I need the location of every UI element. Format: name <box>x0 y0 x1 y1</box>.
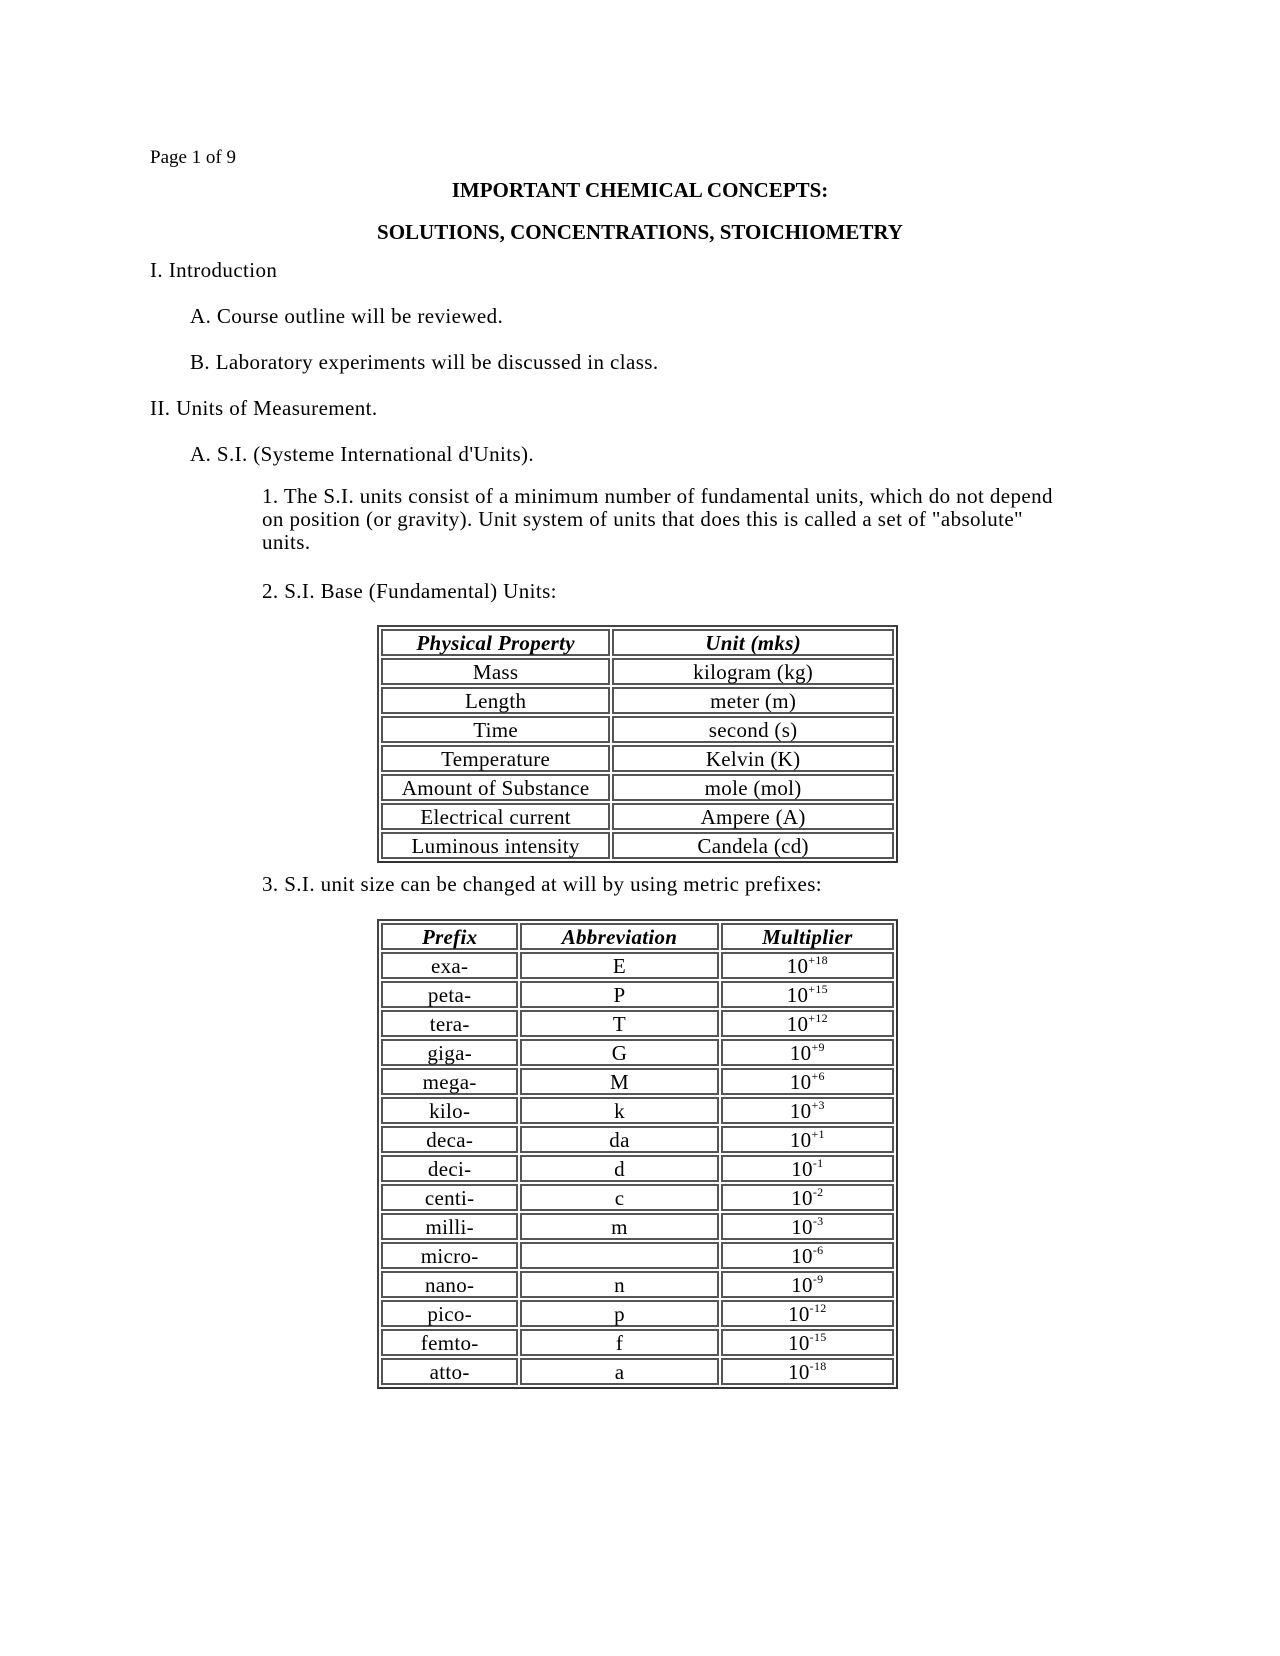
metric-prefixes-caption: 3. S.I. unit size can be changed at will by using metric prefixes: <box>262 872 823 896</box>
intro-item-b: B. Laboratory experiments will be discussed in class. <box>190 350 659 374</box>
page-number-label: Page 1 of 9 <box>150 147 237 168</box>
multiplier-cell <box>721 1184 894 1211</box>
page-title-line1: IMPORTANT CHEMICAL CONCEPTS: <box>451 178 829 202</box>
table-row <box>381 745 894 772</box>
unit-cell: kilogram (kg) <box>612 658 894 685</box>
physical-property-cell: Temperature <box>381 745 610 772</box>
prefix-cell: centi- <box>381 1184 518 1211</box>
prefix-cell: exa- <box>381 952 518 979</box>
table-row <box>381 1242 894 1269</box>
unit-cell: Ampere (A) <box>612 803 894 830</box>
table-row <box>381 1068 894 1095</box>
multiplier-exponent: +15 <box>808 981 828 996</box>
table-row <box>381 981 894 1008</box>
column-header: Unit (mks) <box>612 629 894 656</box>
abbreviation-cell: n <box>520 1271 718 1298</box>
multiplier-base: 10 <box>788 1330 810 1355</box>
table-header-row <box>381 629 894 656</box>
prefix-cell: tera- <box>381 1010 518 1037</box>
column-header: Prefix <box>381 923 518 950</box>
multiplier-cell <box>721 1126 894 1153</box>
multiplier-base: 10 <box>791 1272 813 1297</box>
multiplier-base: 10 <box>791 1214 813 1239</box>
prefix-cell: deci- <box>381 1155 518 1182</box>
abbreviation-cell: G <box>520 1039 718 1066</box>
abbreviation-cell: d <box>520 1155 718 1182</box>
column-header: Physical Property <box>381 629 610 656</box>
physical-property-cell: Electrical current <box>381 803 610 830</box>
column-header: Multiplier <box>721 923 894 950</box>
prefix-cell: micro- <box>381 1242 518 1269</box>
column-header: Abbreviation <box>520 923 718 950</box>
metric-prefixes-table <box>377 919 898 1389</box>
table-row <box>381 1010 894 1037</box>
table-row <box>381 803 894 830</box>
multiplier-exponent: +18 <box>808 952 828 967</box>
prefix-cell: kilo- <box>381 1097 518 1124</box>
table-row <box>381 1213 894 1240</box>
multiplier-cell <box>721 1039 894 1066</box>
multiplier-exponent: +3 <box>811 1097 825 1112</box>
table-row <box>381 1300 894 1327</box>
table-row <box>381 1097 894 1124</box>
table-row <box>381 774 894 801</box>
physical-property-cell: Length <box>381 687 610 714</box>
abbreviation-cell: a <box>520 1358 718 1385</box>
abbreviation-cell: M <box>520 1068 718 1095</box>
table-row <box>381 832 894 859</box>
abbreviation-cell: c <box>520 1184 718 1211</box>
multiplier-base: 10 <box>786 982 809 1007</box>
abbreviation-cell: da <box>520 1126 718 1153</box>
multiplier-exponent: +6 <box>811 1068 825 1083</box>
prefix-cell: deca- <box>381 1126 518 1153</box>
table-row <box>381 716 894 743</box>
intro-item-a: A. Course outline will be reviewed. <box>190 304 504 328</box>
multiplier-cell <box>721 1329 894 1356</box>
multiplier-base: 10 <box>789 1098 812 1123</box>
unit-cell: Candela (cd) <box>612 832 894 859</box>
multiplier-base: 10 <box>791 1156 813 1181</box>
table-row <box>381 1271 894 1298</box>
multiplier-exponent: -3 <box>812 1213 824 1228</box>
table-row <box>381 1126 894 1153</box>
unit-cell: second (s) <box>612 716 894 743</box>
units-item-a: A. S.I. (Systeme International d'Units). <box>190 442 535 466</box>
multiplier-cell <box>721 952 894 979</box>
multiplier-cell <box>721 1068 894 1095</box>
multiplier-base: 10 <box>789 1040 812 1065</box>
section-heading-units: II. Units of Measurement. <box>150 396 378 420</box>
abbreviation-cell: m <box>520 1213 718 1240</box>
unit-cell: Kelvin (K) <box>612 745 894 772</box>
prefix-cell: giga- <box>381 1039 518 1066</box>
multiplier-exponent: -6 <box>812 1242 824 1257</box>
multiplier-cell <box>721 1010 894 1037</box>
prefix-cell: atto- <box>381 1358 518 1385</box>
multiplier-cell <box>721 1271 894 1298</box>
multiplier-base: 10 <box>789 1127 812 1152</box>
abbreviation-cell <box>520 1242 718 1269</box>
multiplier-cell <box>721 1213 894 1240</box>
multiplier-exponent: +1 <box>811 1126 825 1141</box>
table-row <box>381 687 894 714</box>
multiplier-base: 10 <box>786 1011 809 1036</box>
multiplier-base: 10 <box>788 1301 810 1326</box>
multiplier-exponent: -18 <box>809 1358 827 1373</box>
multiplier-cell <box>721 1300 894 1327</box>
table-row <box>381 1358 894 1385</box>
prefix-cell: milli- <box>381 1213 518 1240</box>
physical-property-cell: Amount of Substance <box>381 774 610 801</box>
physical-property-cell: Time <box>381 716 610 743</box>
table-row <box>381 1039 894 1066</box>
multiplier-exponent: -1 <box>812 1155 824 1170</box>
multiplier-exponent: -12 <box>809 1300 827 1315</box>
multiplier-cell <box>721 1097 894 1124</box>
prefix-cell: nano- <box>381 1271 518 1298</box>
multiplier-base: 10 <box>786 953 809 978</box>
multiplier-exponent: +9 <box>811 1039 825 1054</box>
multiplier-exponent: +12 <box>808 1010 828 1025</box>
prefix-cell: femto- <box>381 1329 518 1356</box>
abbreviation-cell: T <box>520 1010 718 1037</box>
prefix-cell: pico- <box>381 1300 518 1327</box>
unit-cell: meter (m) <box>612 687 894 714</box>
multiplier-cell <box>721 1155 894 1182</box>
multiplier-exponent: -9 <box>812 1271 824 1286</box>
table-row <box>381 1184 894 1211</box>
table-row <box>381 658 894 685</box>
physical-property-cell: Mass <box>381 658 610 685</box>
table-header-row <box>381 923 894 950</box>
prefix-cell: mega- <box>381 1068 518 1095</box>
multiplier-base: 10 <box>791 1243 813 1268</box>
section-heading-introduction: I. Introduction <box>150 258 278 282</box>
abbreviation-cell: E <box>520 952 718 979</box>
multiplier-cell <box>721 1242 894 1269</box>
page-title-line2: SOLUTIONS, CONCENTRATIONS, STOICHIOMETRY <box>377 220 903 244</box>
multiplier-base: 10 <box>791 1185 813 1210</box>
abbreviation-cell: p <box>520 1300 718 1327</box>
multiplier-base: 10 <box>788 1359 810 1384</box>
unit-cell: mole (mol) <box>612 774 894 801</box>
physical-property-cell: Luminous intensity <box>381 832 610 859</box>
abbreviation-cell: P <box>520 981 718 1008</box>
si-base-units-caption: 2. S.I. Base (Fundamental) Units: <box>262 579 557 603</box>
multiplier-exponent: -15 <box>809 1329 827 1344</box>
si-base-units-table <box>377 625 898 863</box>
multiplier-base: 10 <box>789 1069 812 1094</box>
abbreviation-cell: k <box>520 1097 718 1124</box>
table-row <box>381 1329 894 1356</box>
table-row <box>381 1155 894 1182</box>
multiplier-cell <box>721 1358 894 1385</box>
multiplier-cell <box>721 981 894 1008</box>
multiplier-exponent: -2 <box>812 1184 824 1199</box>
abbreviation-cell: f <box>520 1329 718 1356</box>
table-row <box>381 952 894 979</box>
si-units-paragraph: 1. The S.I. units consist of a minimum number of fundamental units, which do not depend on position (or gravity). Unit system of units that does this is called a set of "absolute" units. <box>262 484 1053 554</box>
prefix-cell: peta- <box>381 981 518 1008</box>
